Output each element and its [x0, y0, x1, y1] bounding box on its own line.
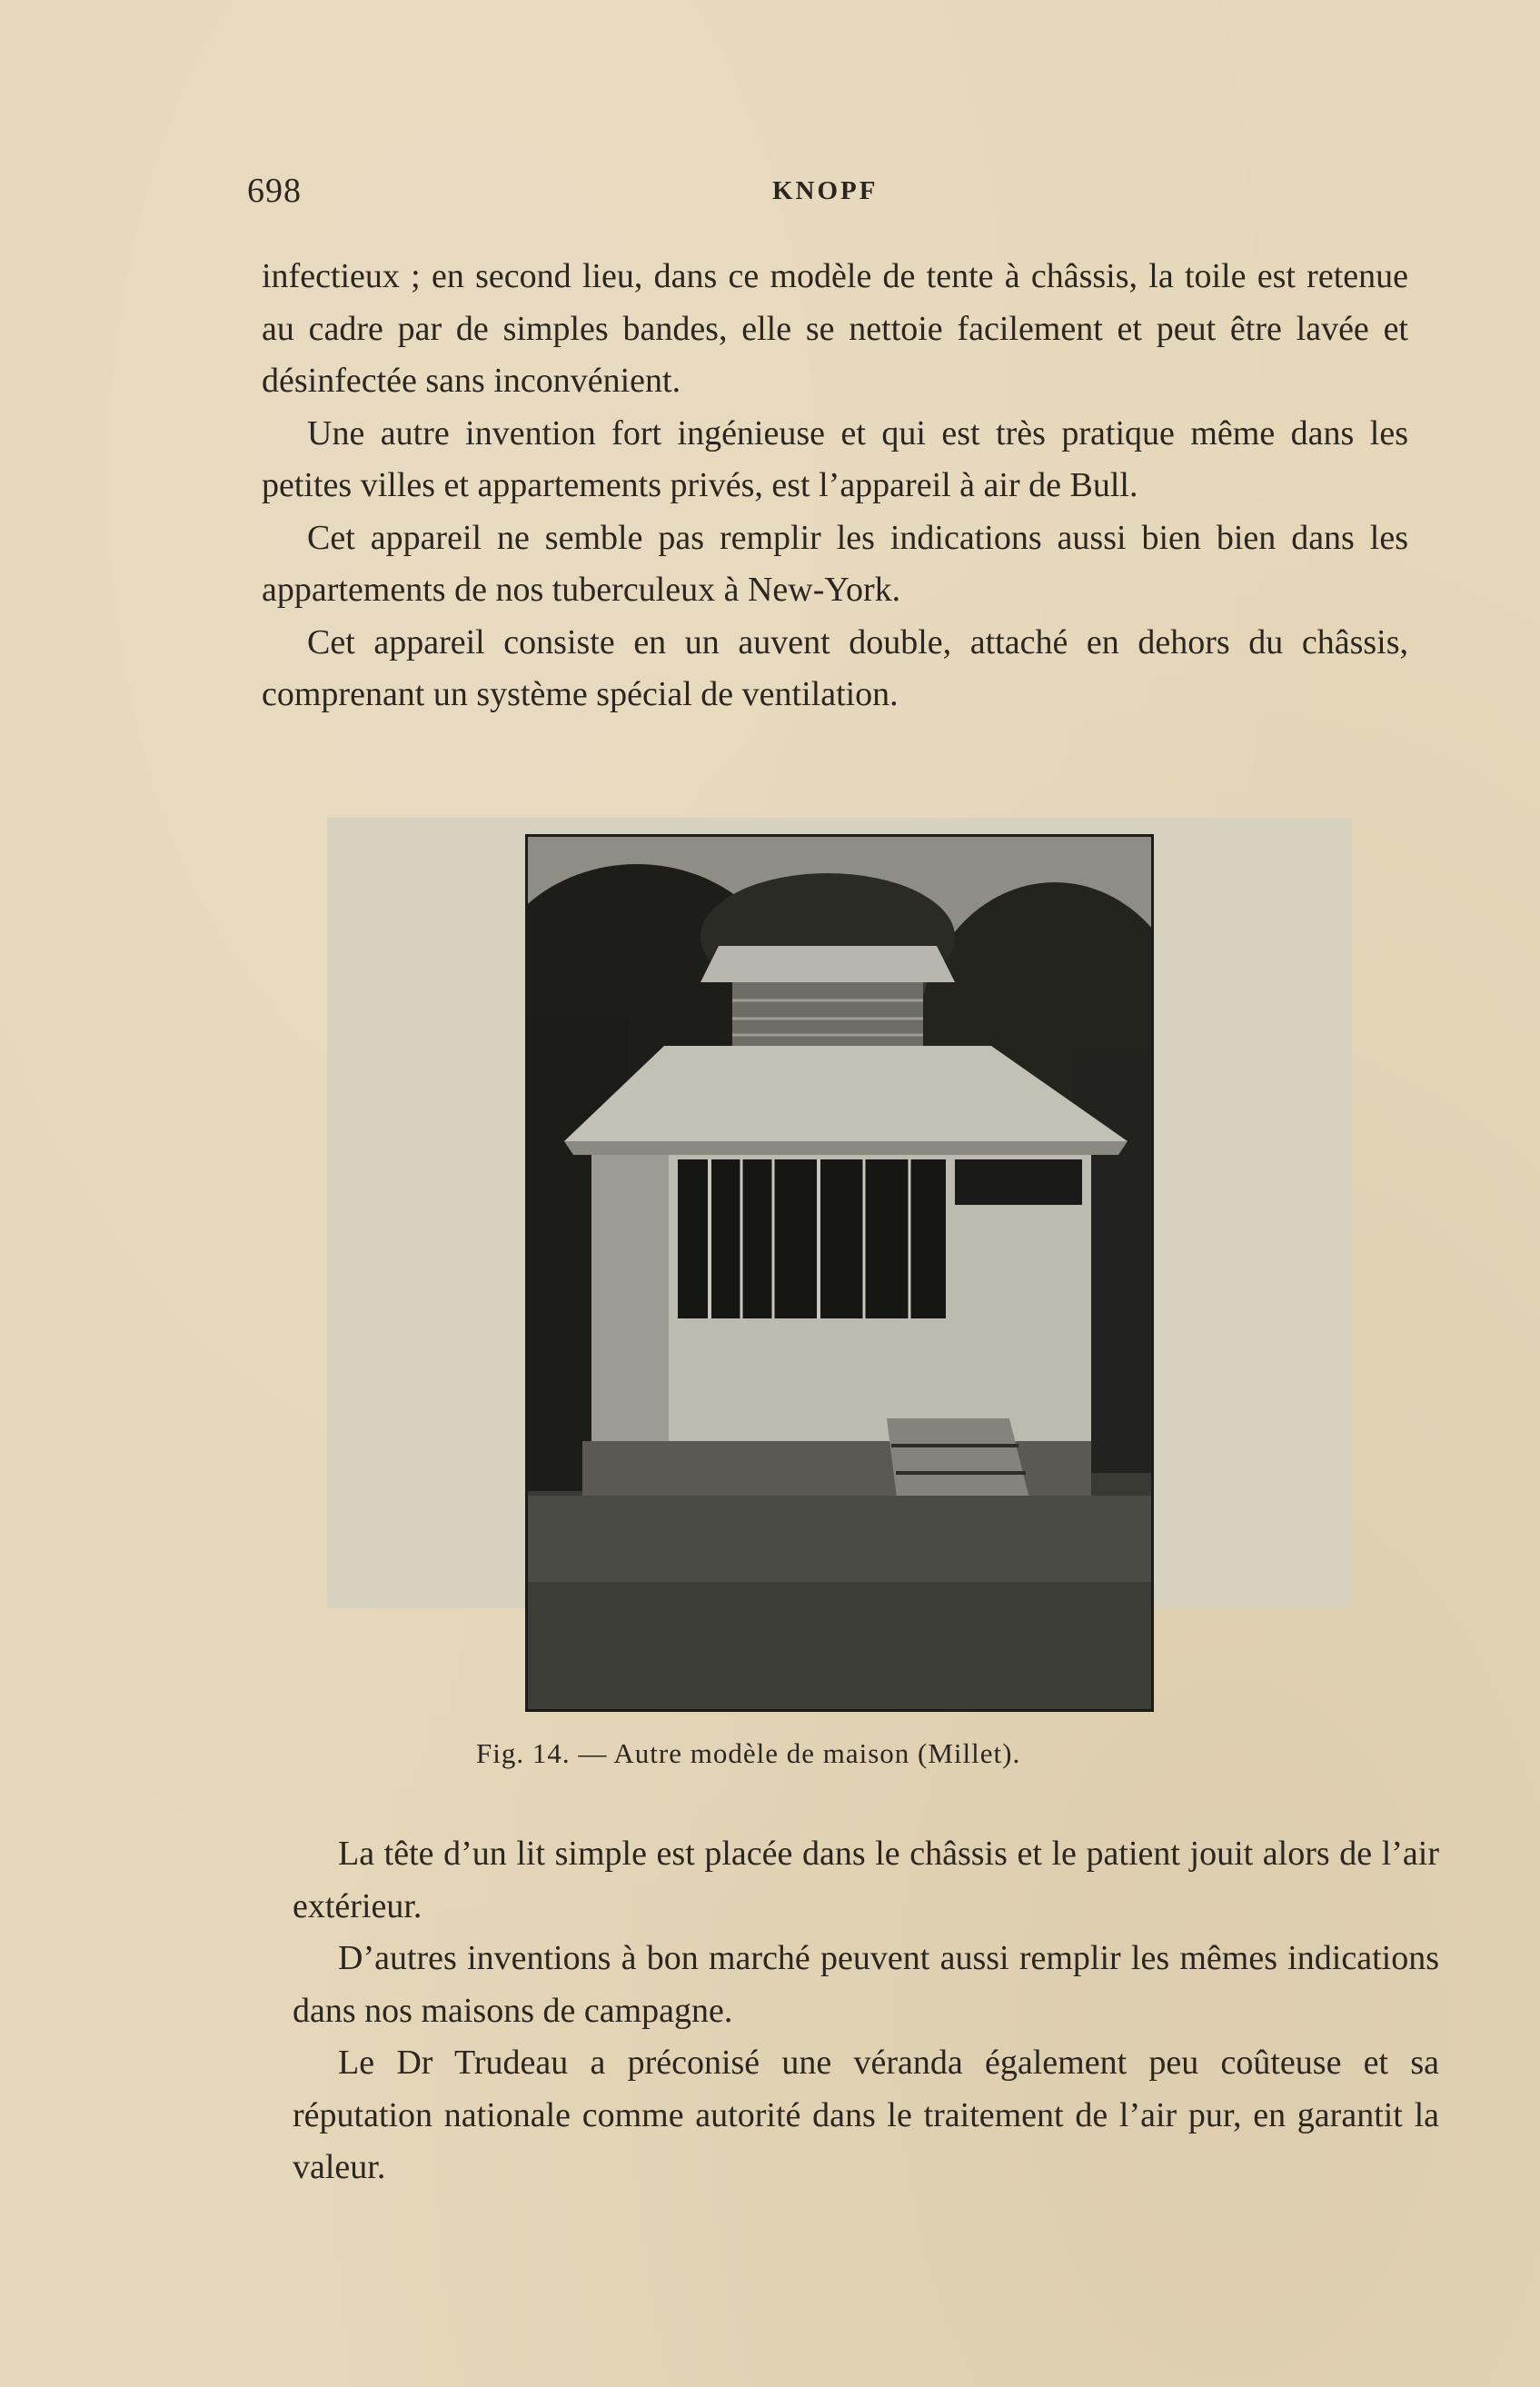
paragraph: Une autre invention fort ingénieuse et qui est très pratique même dans les petites villes et appartements privés, est l’appareil à air de Bull.: [262, 413, 1408, 504]
paragraph: Le Dr Trudeau a préconisé une véranda également peu coûteuse et sa réputation nationale comme autorité dans le traitement de l’air pur, en garantit la valeur.: [293, 2044, 1439, 2186]
figure-caption: Fig. 14. — Autre modèle de maison (Millet).: [476, 1737, 1021, 1769]
figure-photograph: [525, 834, 1154, 1712]
paragraph: Cet appareil ne semble pas remplir les indications aussi bien bien dans les appartements de nos tuberculeux à New-York.: [262, 518, 1408, 609]
paragraph: infectieux ; en second lieu, dans ce modèle de tente à châssis, la toile est retenue au cadre par de simples bandes, elle se nettoie facilement et peut être lavée et désinfectée sans inconvénient.: [262, 257, 1408, 400]
paragraph: Cet appareil consiste en un auvent double, attaché en dehors du châssis, comprenant un système spécial de ventilation.: [262, 622, 1408, 713]
top-text-block: [262, 251, 1408, 721]
page-number: 698: [247, 172, 302, 210]
paragraph: La tête d’un lit simple est placée dans le châssis et le patient jouit alors de l’air extérieur.: [293, 1835, 1439, 1925]
house-photo-illustration: [528, 837, 1151, 1709]
paragraph: D’autres inventions à bon marché peuvent aussi remplir les mêmes indications dans nos maisons de campagne.: [293, 1939, 1439, 2030]
page-header: [247, 171, 1356, 216]
bottom-text-block: [293, 1828, 1439, 2194]
running-head: KNOPF: [772, 176, 879, 205]
